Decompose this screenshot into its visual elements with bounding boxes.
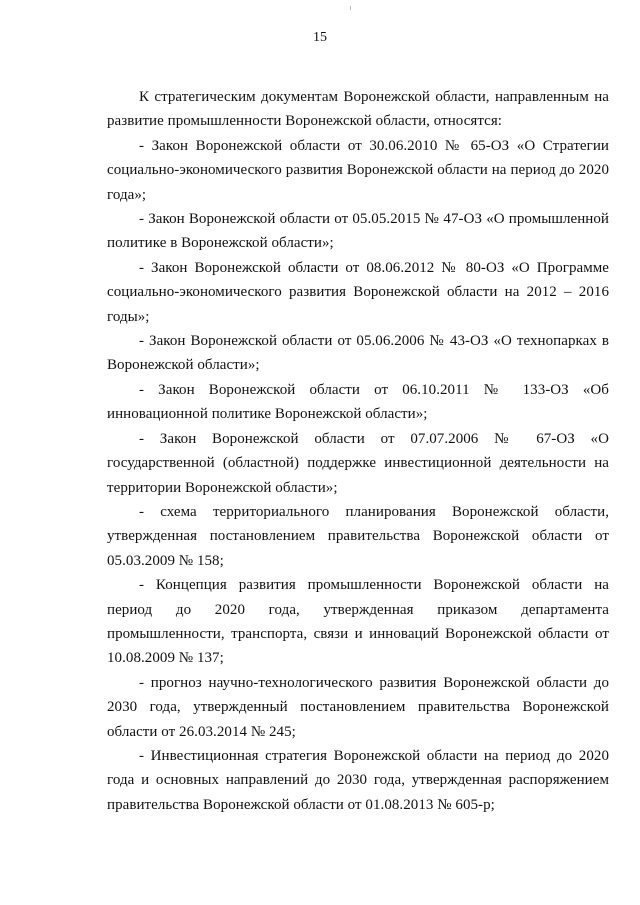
list-item: - Концепция развития промышленности Воронежской области на период до 2020 года, утвержденная приказом департамента промышленности, транспорта, связи и инноваций Воронежской области от 10.08.2009 № 137; [107,577,609,667]
list-item: - схема территориального планирования Воронежской области, утвержденная постановлением правительства Воронежской области от 05.03.2009 № 158; [107,503,609,569]
list-item: - Закон Воронежской области от 05.05.2015 № 47-ОЗ «О промышленной политике в Воронежской области»; [107,211,609,252]
list-item: - Закон Воронежской области от 30.06.2010 № 65-ОЗ «О Стратегии социально-экономического развития Воронежской области на период до 2020 года»; [107,137,609,203]
page-number: 15 [313,30,327,45]
list-item: - Закон Воронежской области от 06.10.2011 № 133-ОЗ «Об инновационной политике Воронежской области»; [107,381,609,423]
list-item: - Закон Воронежской области от 07.07.2006 № 67-ОЗ «О государственной (областной) поддержке инвестиционной деятельности на территории Воронежской области»; [107,430,609,496]
intro-paragraph: К стратегическим документам Воронежской области, направленным на развитие промышленности Воронежской области, относятся: [107,89,609,130]
list-item: - Закон Воронежской области от 05.06.2006 № 43-ОЗ «О технопарках в Воронежской области»; [107,333,609,374]
list-item: - Инвестиционная стратегия Воронежской области на период до 2020 года и основных направлений до 2030 года, утвержденная распоряжением правительства Воронежской области от 01.08.2013 № 605-р; [107,747,609,813]
scan-mark [350,6,351,10]
document-body [107,85,609,817]
list-item: - прогноз научно-технологического развития Воронежской области до 2030 года, утвержденный постановлением правительства Воронежской области от 26.03.2014 № 245; [107,674,609,740]
list-item: - Закон Воронежской области от 08.06.2012 № 80-ОЗ «О Программе социально-экономического развития Воронежской области на 2012 – 2016 годы»; [107,259,609,325]
